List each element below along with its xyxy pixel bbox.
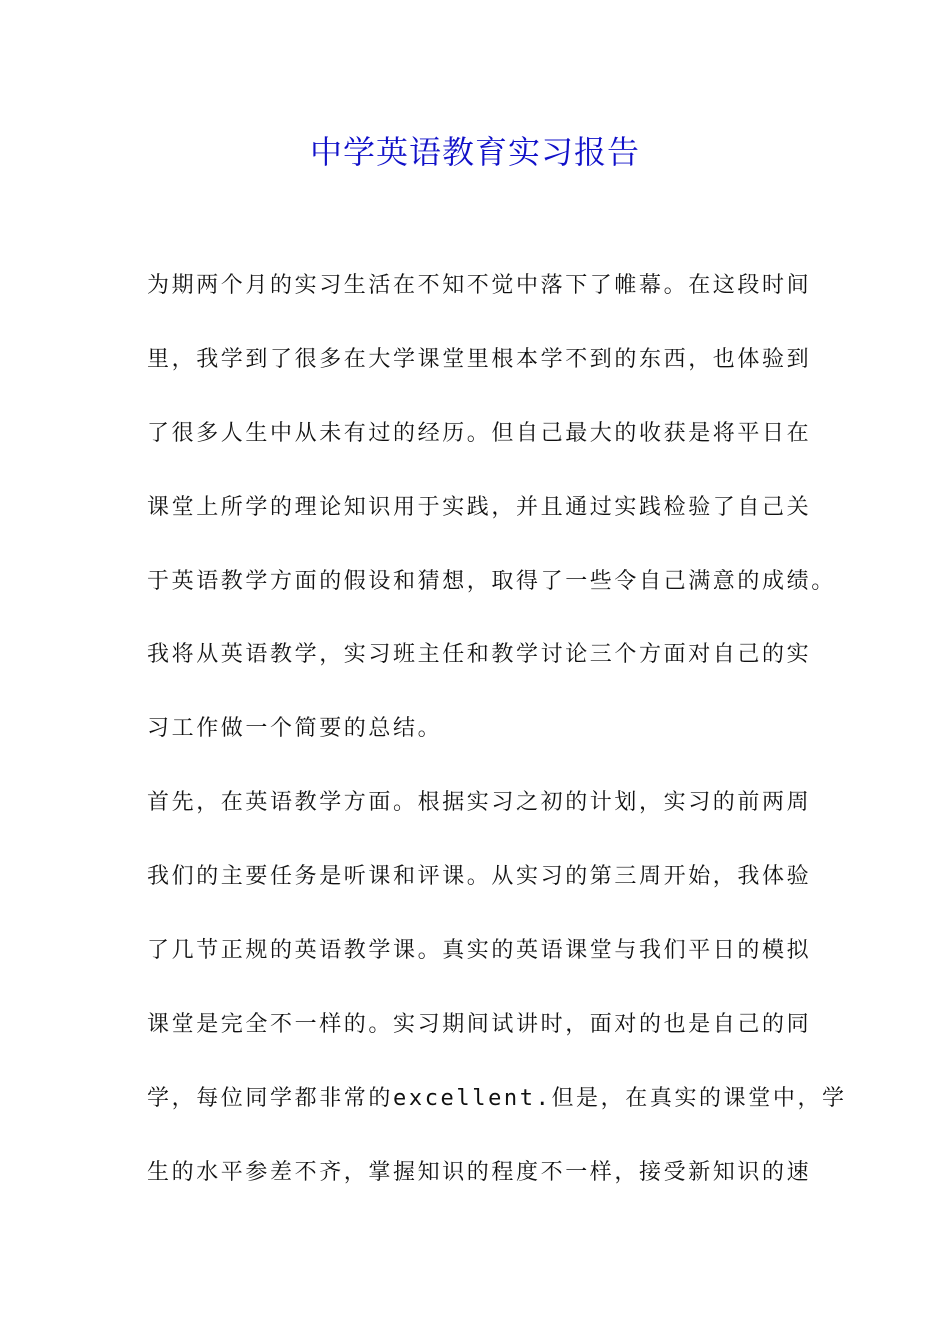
body-line-13: 生的水平参差不齐，掌握知识的程度不一样，接受新知识的速 [147,1159,812,1185]
body-line-3: 了很多人生中从未有过的经历。但自己最大的收获是将平日在 [147,420,812,446]
document-title: 中学英语教育实习报告 [309,133,640,171]
body-line-4: 课堂上所学的理论知识用于实践，并且通过实践检验了自己关 [147,494,812,520]
body-line-12: 学，每位同学都非常的excellent.但是，在真实的课堂中，学 [147,1085,847,1111]
body-line-10: 了几节正规的英语教学课。真实的英语课堂与我们平日的模拟 [147,938,812,964]
body-line-5: 于英语教学方面的假设和猜想，取得了一些令自己满意的成绩。 [147,568,836,594]
body-line-8: 首先，在英语教学方面。根据实习之初的计划，实习的前两周 [147,790,812,816]
body-line-11: 课堂是完全不一样的。实习期间试讲时，面对的也是自己的同 [147,1011,812,1037]
body-line-9: 我们的主要任务是听课和评课。从实习的第三周开始，我体验 [147,864,812,890]
body-line-2: 里，我学到了很多在大学课堂里根本学不到的东西，也体验到 [147,346,812,372]
body-line-1: 为期两个月的实习生活在不知不觉中落下了帷幕。在这段时间 [147,273,812,298]
body-line-7: 习工作做一个简要的总结。 [147,716,443,742]
body-line-6: 我将从英语教学，实习班主任和教学讨论三个方面对自己的实 [147,642,812,668]
document-body [147,260,847,1221]
